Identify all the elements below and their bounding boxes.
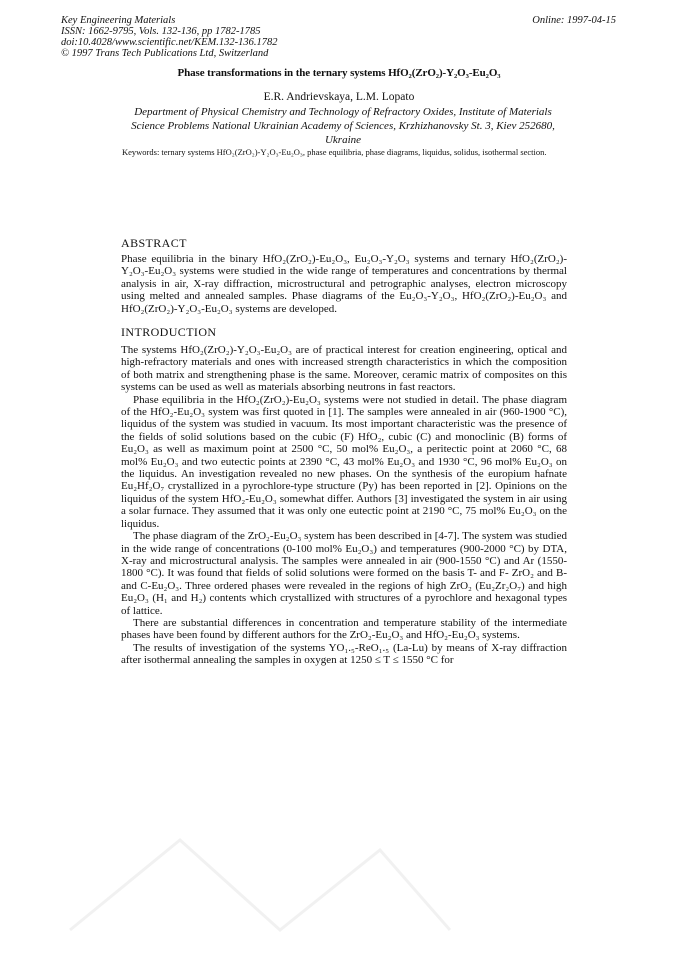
paper-authors: E.R. Andrievskaya, L.M. Lopato: [263, 91, 415, 103]
abstract-text: Phase equilibria in the binary HfO₂(ZrO₂)-Eu₂O₃, Eu₂O₃-Y₂O₃ systems and ternary HfO₂(ZrO₂)-Y₂O₃-Eu₂O₃ systems were studied in the wide range of temperatures and concentrations by thermal analysis in air, X-ray diffraction, microstructural and petrographic analyses, electron microscopy using melted and annealed samples. Phase diagrams of the Eu₂O₃-Y₂O₃, HfO₂(ZrO₂)-Eu₂O₃ and HfO₂(ZrO₂)-Y₂O₃-Eu₂O₃ systems are developed.: [121, 253, 567, 315]
issn-line: ISSN: 1662-9795, Vols. 132-136, pp 1782-1785: [61, 26, 261, 37]
journal-name: Key Engineering Materials: [61, 15, 176, 26]
intro-paragraph-3: The phase diagram of the ZrO₂-Eu₂O₃ system has been described in [4-7]. The system was studied in the wide range of concentrations (0-100 mol% Eu₂O₃) and temperatures (900-2000 °C) by DTA, X-ray and microstructural analysis. The samples were annealed in air (900-1550 °C) and Ar (1550-1800 °C). It was found that fields of solid solutions were formed on the basis T- and F- ZrO₂ and B- and C-Eu₂O₃. Three ordered phases were revealed in the regions of high ZrO₂ (Eu₂Zr₂O₇) and high Eu₂O₃ (H₁ and H₂) contents which crystallized with structures of a pyrochlore and hexagonal types of lattice.: [121, 530, 567, 617]
doi-line[interactable]: doi:10.4028/www.scientific.net/KEM.132-136.1782: [61, 37, 278, 48]
copyright-line: © 1997 Trans Tech Publications Ltd, Switzerland: [61, 48, 269, 59]
intro-paragraph-4: There are substantial differences in concentration and temperature stability of the intermediate phases have been found by different authors for the ZrO₂-Eu₂O₃ and HfO₂-Eu₂O₃ systems.: [121, 616, 567, 642]
faint-watermark-graphic: [60, 830, 460, 940]
introduction-heading: INTRODUCTION: [121, 325, 217, 339]
intro-paragraph-1: The systems HfO₂(ZrO₂)-Y₂O₃-Eu₂O₃ are of practical interest for creation engineering, optical and high-refractory materials and ones with increased strength characteristics in which the composition of both matrix and strengthening phase is the same. Moreover, ceramic matrix of composites on this systems can be used as well as materials absorbing neutrons in fast reactors.: [121, 344, 567, 394]
publication-metadata: [61, 15, 278, 59]
paper-title: Phase transformations in the ternary systems HfO₂(ZrO₂)-Y₂O₃-Eu₂O₃: [177, 67, 501, 79]
introduction-body: [121, 344, 567, 667]
intro-paragraph-5: The results of investigation of the systems YO₁.₅-ReO₁.₅ (La-Lu) by means of X-ray diffraction after isothermal annealing the samples in oxygen at 1250 ≤ T ≤ 1550 °C for: [121, 641, 567, 667]
intro-paragraph-2: Phase equilibria in the HfO₂(ZrO₂)-Eu₂O₃ systems were not studied in detail. The phase diagram of the HfO₂-Eu₂O₃ system was first quoted in [1]. The samples were annealed in air (960-1900 °C), liquidus of the system was studied in vacuum. Its most important characteristic was the presence of the fields of solid solutions based on the cubic (F) HfO₂, cubic (C) and monoclinic (B) forms of Eu₂O₃ as well as maximum point at 2500 °C, 50 mol% Eu₂O₃, a peritectic point at 2060 °C, 68 mol% Eu₂O₃ and two eutectic points at 2390 °C, 43 mol% Eu₂O₃ and 1930 °C, 96 mol% Eu₂O₃ on the liquidus. An investigation revealed no new phases. On the synthesis of the europium hafnate Eu₂Hf₂O₇ crystallized in a pyrochlore-type structure (Py) has been reported in [2]. Opinions on the liquidus of the system HfO₂-Eu₂O₃ somewhat differ. Authors [3] investigated the system in air using a solar furnace. They assumed that it was only one eutectic point at 2190 °C, 75 mol% Eu₂O₃ on the liquidus.: [121, 393, 567, 530]
abstract-heading: ABSTRACT: [121, 236, 187, 250]
online-date: Online: 1997-04-15: [532, 15, 616, 26]
keywords: Keywords: ternary systems HfO₂(ZrO₂)-Y₂O₃-Eu₂O₃, phase equilibria, phase diagrams, liquidus, solidus, isothermal section.: [122, 147, 547, 157]
author-affiliation: Department of Physical Chemistry and Technology of Refractory Oxides, Institute of Materials Science Problems National Ukrainian Academy of Sciences, Krzhizhanovsky St. 3, Kiev 252680, Ukraine: [131, 106, 555, 146]
